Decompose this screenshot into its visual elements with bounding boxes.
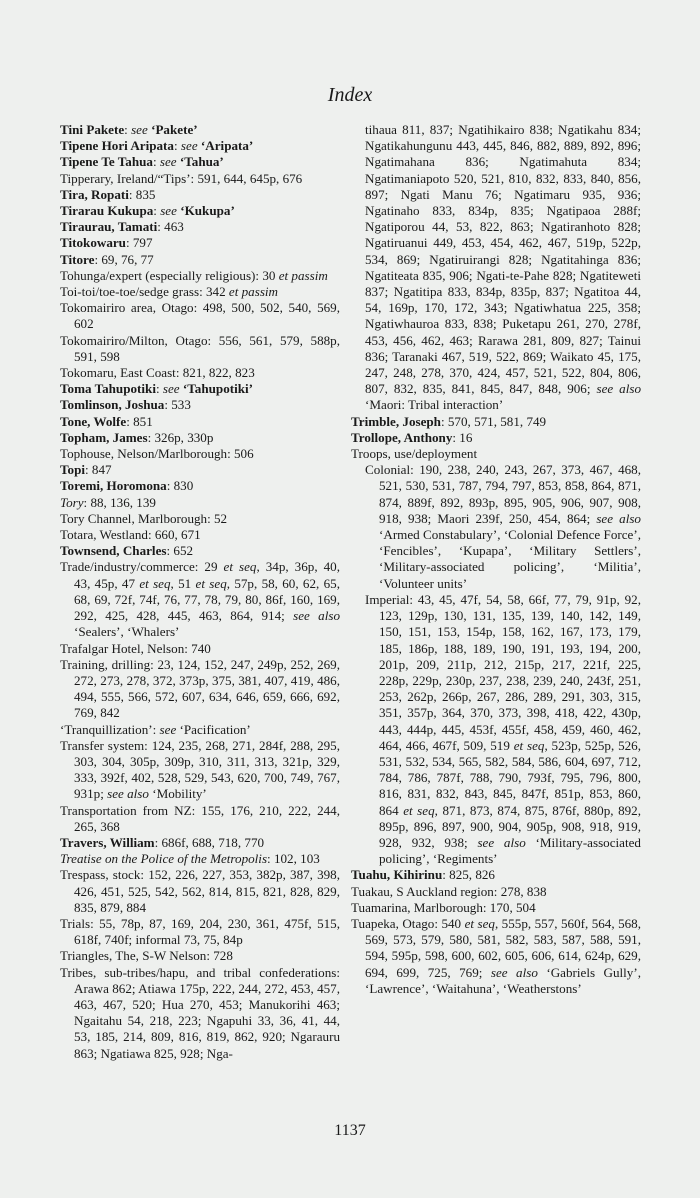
index-entry: Tokomairiro area, Otago: 498, 500, 502, 540, 569, 602: [60, 300, 340, 332]
index-entry: Townsend, Charles: 652: [60, 543, 194, 559]
index-entry: Tini Pakete: see ‘Pakete’: [60, 122, 198, 137]
page-number: 1137: [334, 1122, 366, 1139]
index-entry: Topham, James: 326p, 330p: [60, 429, 214, 445]
index-entry: ‘Tranquillization’: see ‘Pacification’: [60, 721, 251, 737]
index-entry: Trade/industry/commerce: 29 et seq, 34p, 36p, 40, 43, 45p, 47 et seq, 51 et seq, 57p, 58, 60, 62, 65, 68, 69, 72f, 74f, 76, 77, 78, 79, 80, 86f, 160, 169, 292, 425, 428, 445, 463, 864, 914; see also ‘Sealers’, ‘Whalers’: [60, 559, 340, 640]
index-entry: Triangles, The, S-W Nelson: 728: [60, 948, 233, 964]
index-entry: Tuahu, Kihirinu: 825, 826: [351, 867, 495, 883]
index-entry: Toma Tahupotiki: see ‘Tahupotiki’: [60, 381, 254, 397]
index-entry: Tirarau Kukupa: see ‘Kukupa’: [60, 203, 235, 219]
index-entry: Toremi, Horomona: 830: [60, 478, 194, 494]
index-entry: Trespass, stock: 152, 226, 227, 353, 382p, 387, 398, 426, 451, 525, 542, 562, 814, 815, 821, 828, 829, 835, 879, 884: [60, 867, 340, 915]
index-entry: Travers, William: 686f, 688, 718, 770: [60, 834, 265, 850]
index-entry: Tipene Te Tahua: see ‘Tahua’: [60, 154, 224, 170]
index-column-left: [60, 122, 340, 1062]
index-entry: Tone, Wolfe: 851: [60, 413, 153, 429]
index-entry: Training, drilling: 23, 124, 152, 247, 249p, 252, 269, 272, 273, 278, 372, 373p, 375, 381, 407, 419, 486, 494, 555, 566, 572, 607, 634, 646, 659, 666, 692, 769, 842: [60, 656, 340, 721]
index-entry: Tipene Hori Aripata: see ‘Aripata’: [60, 138, 254, 154]
index-entry: Transfer system: 124, 235, 268, 271, 284f, 288, 295, 303, 304, 305p, 309p, 310, 311, 313, 321p, 329, 333, 392f, 402, 528, 529, 543, 620, 700, 749, 767, 931p; see also ‘Mobility’: [60, 737, 340, 802]
index-entry: Titore: 69, 76, 77: [60, 251, 154, 267]
index-entry: Tohunga/expert (especially religious): 30 et passim: [60, 267, 328, 283]
index-entry: Tory Channel, Marlborough: 52: [60, 510, 228, 526]
index-entry: Titokowaru: 797: [60, 235, 153, 251]
index-subentry: Imperial: 43, 45, 47f, 54, 58, 66f, 77, 79, 91p, 92, 123, 129p, 130, 131, 135, 139, 140, 142, 149, 150, 151, 153, 154p, 158, 162, 167, 173, 179, 185, 186p, 188, 189, 190, 191, 193, 194, 200, 201p, 209, 211p, 212, 215p, 217, 221f, 225, 228p, 229p, 230p, 237, 238, 239, 240, 243f, 251, 253, 262p, 266p, 267, 286, 289, 291, 303, 315, 351, 357p, 364, 370, 373, 398, 418, 422, 430p, 443, 444p, 445, 453f, 455f, 458, 459, 460, 462, 464, 466, 467f, 509, 519 et seq, 523p, 525p, 526, 531, 532, 534, 565, 582, 584, 586, 604, 697, 712, 784, 786, 787f, 788, 790, 793f, 795, 796, 800, 816, 831, 832, 843, 845, 847f, 851p, 853, 860, 864 et seq, 871, 873, 874, 875, 876f, 880p, 892, 895p, 896, 897, 900, 904, 905p, 908, 918, 919, 928, 932, 938; see also ‘Military-associated policing’, ‘Regiments’: [365, 591, 641, 867]
index-entry: Tophouse, Nelson/Marlborough: 506: [60, 446, 254, 462]
index-entry: Tory: 88, 136, 139: [60, 494, 156, 510]
index-entry: Troops, use/deployment: [351, 446, 478, 462]
index-entry: Tuakau, S Auckland region: 278, 838: [351, 883, 547, 899]
index-entry: Tuamarina, Marlborough: 170, 504: [351, 899, 536, 915]
index-entry: Tokomairiro/Milton, Otago: 556, 561, 579, 588p, 591, 598: [60, 332, 340, 364]
index-entry: Tira, Ropati: 835: [60, 186, 156, 202]
index-entry: Trials: 55, 78p, 87, 169, 204, 230, 361, 475f, 515, 618f, 740f; informal 73, 75, 84p: [60, 915, 340, 948]
index-entry: Trollope, Anthony: 16: [351, 429, 473, 445]
index-entry: Tokomaru, East Coast: 821, 822, 823: [60, 365, 255, 381]
index-subentry: Colonial: 190, 238, 240, 243, 267, 373, 467, 468, 521, 530, 531, 787, 794, 797, 853, 858, 864, 871, 874, 889f, 892, 893p, 895, 905, 906, 907, 908, 918, 938; Maori 239f, 250, 454, 864; see also ‘Armed Constabulary’, ‘Colonial Defence Force’, ‘Fencibles’, ‘Kupapa’, ‘Military Settlers’, ‘Military-associated policing’, ‘Militia’, ‘Volunteer units’: [365, 462, 641, 591]
index-entry: Tuapeka, Otago: 540 et seq, 555p, 557, 560f, 564, 568, 569, 573, 579, 580, 581, 582, 583, 587, 588, 591, 594, 595p, 598, 600, 602, 605, 606, 614, 624p, 629, 694, 699, 725, 769; see also ‘Gabriels Gully’, ‘Lawrence’, ‘Waitahuna’, ‘Weatherstons’: [351, 915, 641, 996]
index-entry: Tomlinson, Joshua: 533: [60, 397, 191, 413]
index-entry: Toi-toi/toe-toe/sedge grass: 342 et passim: [60, 284, 279, 300]
index-entry: Trimble, Joseph: 570, 571, 581, 749: [351, 413, 547, 429]
index-entry: Treatise on the Police of the Metropolis: 102, 103: [60, 851, 320, 867]
index-entry: Tribes, sub-tribes/hapu, and tribal confederations: Arawa 862; Atiawa 175p, 222, 244, 272, 453, 457, 463, 467, 520; Hua 270, 453; Manukorihi 463; Ngaitahu 54, 218, 223; Ngapuhi 33, 36, 41, 44, 53, 185, 214, 809, 816, 819, 862, 920; Ngarauru 863; Ngatiawa 825, 928; Nga-: [60, 964, 340, 1061]
index-column-right: [351, 122, 641, 997]
index-entry: Tiraurau, Tamati: 463: [60, 219, 184, 235]
page-title: Index: [327, 84, 373, 106]
index-entry-continuation: tihaua 811, 837; Ngatihikairo 838; Ngatikahu 834; Ngatikahungunu 443, 445, 846, 882, 889, 892, 896; Ngatimahana 836; Ngatimahuta 834; Ngatimaniapoto 520, 521, 810, 832, 833, 840, 856, 897; Ngati Manu 76; Ngatimaru 935, 936; Ngatinaho 833, 834p, 835; Ngatipaoa 288f; Ngatiporou 44, 53, 822, 863; Ngatiranhoto 828; Ngatiruanui 449, 453, 454, 462, 467, 519p, 522p, 534, 869; Ngatiruirangi 828; Ngatitahinga 836; Ngatiteata 835, 906; Ngati-te-Pahe 828; Ngatiteweti 837; Ngatitipa 833, 834p, 835p, 837; Ngatitoa 44, 54, 169p, 170, 172, 343; Ngatiwhatua 225, 358; Ngatiwhauroa 833, 838; Puketapu 261, 270, 278f, 453, 456, 462, 463; Rarawa 281, 809, 827; Tainui 836; Taranaki 467, 519, 522, 869; Waikato 45, 175, 247, 248, 278, 370, 424, 457, 521, 522, 804, 806, 807, 832, 835, 841, 845, 847, 848, 906; see also ‘Maori: Tribal interaction’: [365, 122, 641, 413]
index-entry: Tipperary, Ireland/“Tips’: 591, 644, 645p, 676: [60, 170, 303, 186]
index-entry: Trafalgar Hotel, Nelson: 740: [60, 640, 211, 656]
index-entry: Topi: 847: [60, 462, 112, 478]
index-entry: Totara, Westland: 660, 671: [60, 527, 201, 543]
index-entry: Transportation from NZ: 155, 176, 210, 222, 244, 265, 368: [60, 802, 340, 834]
